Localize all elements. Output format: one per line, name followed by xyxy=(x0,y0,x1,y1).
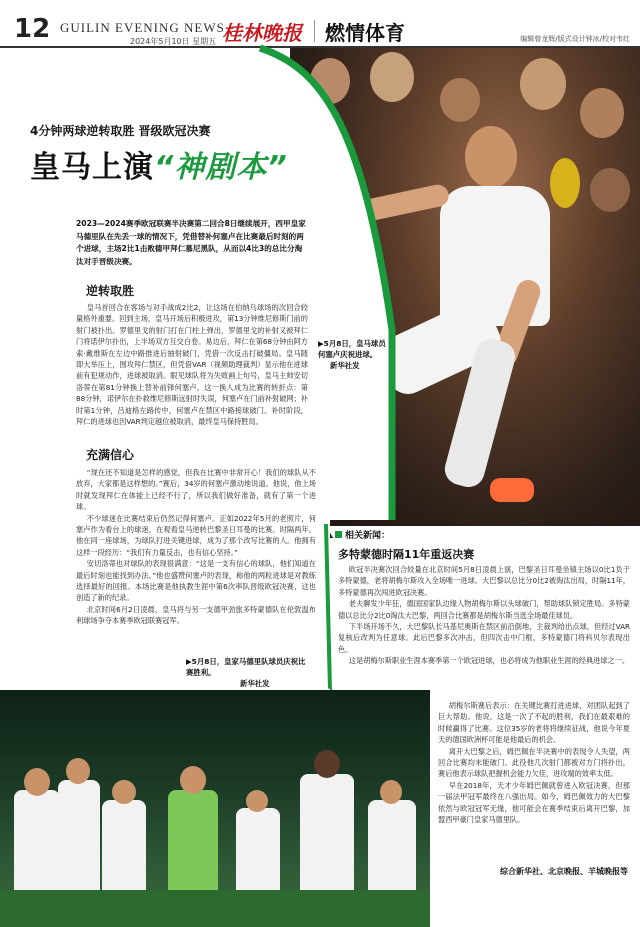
related-body-bottom xyxy=(438,700,630,862)
news-source: 综合新华社、北京晚报、羊城晚报等 xyxy=(500,867,628,876)
date-line: 2024年5月10日 星期五 xyxy=(130,37,217,46)
caption-text: ▶5月8日，皇马球员何塞卢庆祝进球。 xyxy=(318,339,386,359)
title-main: 皇马上演 xyxy=(30,150,154,185)
paper-logo: 桂林晚报 xyxy=(222,21,302,45)
caption-credit: 新华社发 xyxy=(240,679,270,688)
related-paragraph: 早在2018年，天才少年姆巴佩就曾进入欧冠决赛，但那一届法甲冠军最终在八强出局。如今，姆巴佩效力的大巴黎依然与欧冠冠军无缘，他可能会在赛季结束后离开巴黎，加盟西甲豪门皇家马德里队。 xyxy=(438,780,630,825)
related-paragraph: 胡梅尔斯赛后表示：在关键比赛打进进球，对团队起到了巨大帮助。他说，这是一次了不起的胜利，我们在最艰难的时候赢得了比赛。这位35岁的老将将继续征战，他说今年夏天的德国欧洲杯可能是他最后的机会。 xyxy=(438,701,630,745)
subhead-comeback: 逆转取胜 xyxy=(86,284,135,298)
team-celebration-photo xyxy=(0,690,430,927)
body-paragraph: 不少球迷在比赛结束后仍然记得何塞卢。正如2022年5月的老照片，何塞卢作为看台上的球迷，在观看皇马逆转巴黎圣日耳曼的比赛。时隔两年，他在同一座球场，为球队打进关键进球，成为了那个改写比赛的人。他拥有这样一段经历：“我们有力量反击，也有信心坚持。” xyxy=(76,513,316,557)
body-paragraph: 安切洛蒂也对球队的表现很满意：“这是一支有信心的球队，他们知道在最后时刻也能找到办法。”他也盛赞何塞卢的表现，称他的两粒进球是对教练选择最好的回报。本场比赛是他执教生涯中第6次率队晋级欧冠决赛，这也创造了新的纪录。 xyxy=(76,559,316,603)
section-title: 燃情体育 xyxy=(325,21,405,45)
body-section-1 xyxy=(76,302,308,436)
article-lead: 2023—2024赛季欧冠联赛半决赛第二回合8日继续展开，西甲皇家马德里队在先丢一球的情况下，凭借替补何塞卢在比赛最后时刻的两个进球，主场2比1击败德甲拜仁慕尼黑队，从而以4比3的总比分淘汰对手晋级决赛。 xyxy=(76,219,306,266)
related-paragraph: 离开大巴黎之后，姆巴佩在半决赛中的表现令人失望，两回合比赛均未能破门。此役他几次射门都被对方门将扑出，赛后他表示球队把握机会能力欠佳，进攻端的效率太低。 xyxy=(438,746,630,779)
related-body-top xyxy=(338,564,630,696)
top-photo-caption xyxy=(318,338,390,371)
related-paragraph: 这是胡梅尔斯职业生涯本赛季第一个欧冠进球，也必将成为他职业生涯的经典进球之一。 xyxy=(348,656,630,666)
related-paragraph: 老夫聊发少年狂，德国国家队边缘人物胡梅尔斯以头球破门，帮助球队锁定胜局。多特蒙德以总比分2比0淘汰大巴黎，两回合比赛都是胡梅尔斯当选全场最佳球员。 xyxy=(338,599,630,620)
title-accent: “神剧本” xyxy=(154,150,288,185)
body-section-2 xyxy=(76,467,316,655)
editor-credits: 编辑曾龙辉/版式设计钟冰/校对韦红 xyxy=(520,35,630,43)
bottom-photo-caption xyxy=(186,656,310,689)
body-paragraph: 北京时间6月2日凌晨，皇马将与另一支德甲劲旅多特蒙德队在伦敦温布利球场争夺本赛季欧冠联赛冠军。 xyxy=(76,604,316,626)
paper-name: GUILIN EVENING NEWS xyxy=(60,20,225,35)
subhead-confidence: 充满信心 xyxy=(86,448,135,462)
body-paragraph: 皇马首回合在客场与对手战成2比2，让这场在伯纳乌球场的次回合较量格外重要。回到主场，皇马开场后积极进攻，第13分钟维尼修斯门前的射门被扑出。罗德里戈的射门打在门柱上弹出，罗德里戈的补射又被拜仁门将诺伊尔扑出，上半场双方互交白卷。易边后，拜仁在第68分钟由阿方索·戴维斯在左边中路推进后抽射破门，凭借一次反击打破僵局。皇马随即大举压上，围攻拜仁禁区，但凭借VAR（视频助理裁判）显示他在进球前有犯规动作，进球被取消。眼见球队将为失败画上句号，皇马主帅安切洛蒂在第81分钟换上替补前锋何塞卢。这一换人成为比赛的转折点：第88分钟，诺伊尔在扑救维尼修斯远射时失误，何塞卢在门前补射破网；补时第1分钟，吕迪格左路传中，何塞卢在禁区中路接球破门。补时阶段，拜仁的进球也因VAR判定越位被取消，最终皇马保持胜局。 xyxy=(76,303,308,427)
green-square-icon xyxy=(335,531,342,538)
related-paragraph: 欧冠半决赛次回合较量在北京时间5月8日凌晨上演，巴黎圣日耳曼坐镇主场以0比1负于多特蒙德，老将胡梅尔斯攻入全场唯一进球。大巴黎以总比分0比2被淘汰出局，时隔11年，多特蒙德再次闯进欧冠决赛。 xyxy=(338,565,630,597)
body-paragraph: “现在还不知道是怎样的感觉，但我在比赛中非常开心！我们的球队从不放弃，大家都是这样想的。”赛后，34岁的何塞卢激动地说道。他说，他上场时就发现拜仁在体能上已经不行了，所以我们做好准备，就有了第一个进球。 xyxy=(76,468,316,512)
caption-credit: 新华社发 xyxy=(330,361,360,370)
related-paragraph: 下半场开场不久，大巴黎队长马基尼奥斯在禁区前沿倒地，主裁判给出点球，但经过VAR复核后改判为任意球。此后巴黎多次冲击，但四次击中门框，多特蒙德门将科贝尔表现出色。 xyxy=(338,622,630,654)
related-news-label: 相关新闻： xyxy=(335,528,390,541)
page-number: 12 xyxy=(14,14,51,44)
related-news-title: 多特蒙德时隔11年重返决赛 xyxy=(338,548,475,561)
article-title xyxy=(30,142,288,186)
article-kicker: 4分钟两球逆转取胜 晋级欧冠决赛 xyxy=(30,124,211,138)
caption-text: ▶5月8日，皇家马德里队球员庆祝比赛胜利。 xyxy=(186,657,306,677)
